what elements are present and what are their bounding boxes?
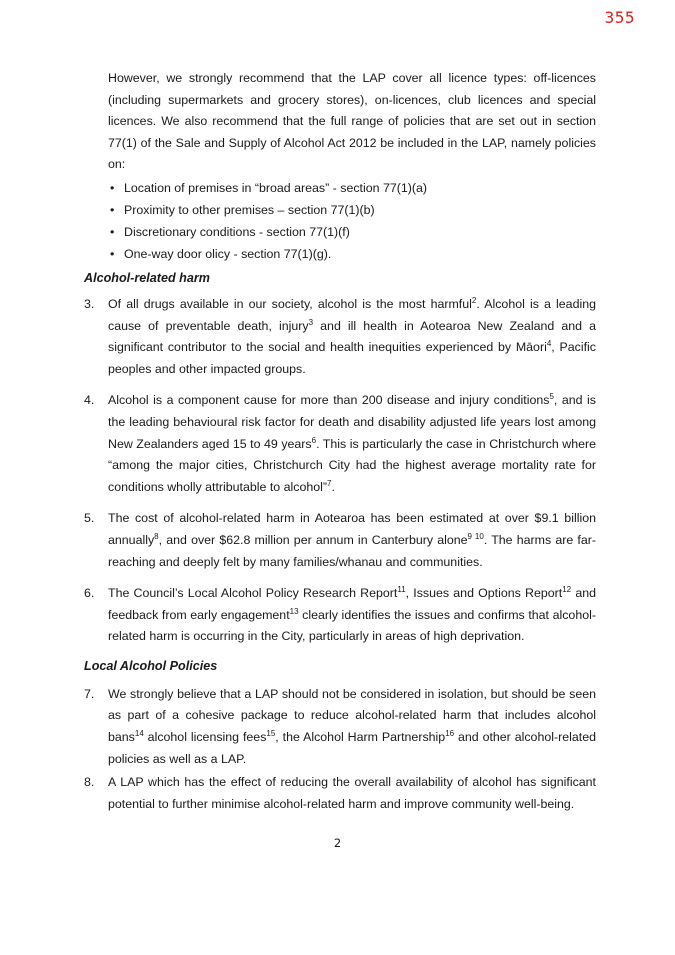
policy-bullet-list bbox=[108, 177, 596, 265]
bullet-icon: • bbox=[110, 180, 115, 195]
paragraph-number: 4. bbox=[84, 393, 95, 408]
intro-paragraph: However, we strongly recommend that the LAP cover all licence types: off-licences (including supermarkets and grocery stores), on-licences, club licences and special licences. We also recommend that the full range of policies that are set out in section 77(1) of the Sale and Supply of Alcohol Act 2012 be included in the LAP, namely policies on: bbox=[108, 71, 596, 172]
numbered-paragraph-7 bbox=[84, 684, 596, 770]
bullet-item: • Discretionary conditions - section 77(1)(f) bbox=[108, 221, 596, 243]
bullet-item: • One-way door olicy - section 77(1)(g). bbox=[108, 243, 596, 265]
bullet-icon: • bbox=[110, 202, 115, 217]
paragraph-number: 5. bbox=[84, 511, 95, 526]
paragraph-text: We strongly believe that a LAP should not be considered in isolation, but should be seen as part of a cohesive package to reduce alcohol-related harm that includes alcohol bans$^{14}$ alcohol licensing fees$^{15}$, the Alcohol Harm Partnership$^{16}$ and other alcohol-related policies as well as a LAP. bbox=[108, 686, 596, 766]
section-heading-alcohol-harm: Alcohol-related harm bbox=[84, 270, 210, 285]
document-number-stamp: 355 bbox=[604, 8, 635, 27]
numbered-paragraph-3 bbox=[84, 294, 596, 380]
bullet-item: • Location of premises in “broad areas” - section 77(1)(a) bbox=[108, 177, 596, 199]
paragraph-number: 3. bbox=[84, 296, 95, 311]
paragraph-number: 8. bbox=[84, 775, 95, 790]
bullet-item: • Proximity to other premises – section 77(1)(b) bbox=[108, 199, 596, 221]
numbered-paragraph-6 bbox=[84, 583, 596, 648]
paragraph-number: 6. bbox=[84, 586, 95, 601]
paragraph-text: Of all drugs available in our society, alcohol is the most harmful$^2$. Alcohol is a leading cause of preventable death, injury$^3$ and ill health in Aotearoa New Zealand and a significant contributor to the social and health inequities experienced by Māori$^4$, Pacific peoples and other impacted groups. bbox=[108, 295, 596, 376]
numbered-paragraph-5 bbox=[84, 508, 596, 573]
paragraph-text: Alcohol is a component cause for more than 200 disease and injury conditions$^5$, and is the leading behavioural risk factor for death and disability adjusted life years lost among New Zealanders aged 15 to 49 years$^6$. This is particularly the case in Christchurch where “among the major cities, Christchurch City had the highest average mortality rate for conditions wholly attributable to alcohol”$^7$. bbox=[108, 392, 597, 494]
numbered-paragraph-8 bbox=[84, 772, 596, 815]
paragraph-number: 7. bbox=[84, 686, 95, 701]
bullet-icon: • bbox=[110, 224, 115, 239]
paragraph-text: The cost of alcohol-related harm in Aotearoa has been estimated at over $9.1 billion annually$^8$, and over $62.8 million per annum in Canterbury alone$^{9 10}$. The harms are far-reaching and deeply felt by many families/whanau and communities. bbox=[108, 511, 596, 569]
section-heading-local-alcohol-policies: Local Alcohol Policies bbox=[84, 658, 218, 673]
document-body bbox=[84, 68, 596, 815]
page-number: 2 bbox=[333, 836, 342, 850]
paragraph-text: A LAP which has the effect of reducing the overall availability of alcohol has significant potential to further minimise alcohol-related harm and improve community well-being. bbox=[108, 775, 596, 811]
paragraph-text: The Council’s Local Alcohol Policy Research Report$^{11}$, Issues and Options Report$^{12}$ and feedback from early engagement$^{13}$ clearly identifies the issues and confirms that alcohol-related harm is occurring in the City, particularly in areas of high deprivation. bbox=[108, 584, 596, 644]
bullet-icon: • bbox=[110, 246, 115, 261]
numbered-paragraph-4 bbox=[84, 390, 596, 498]
